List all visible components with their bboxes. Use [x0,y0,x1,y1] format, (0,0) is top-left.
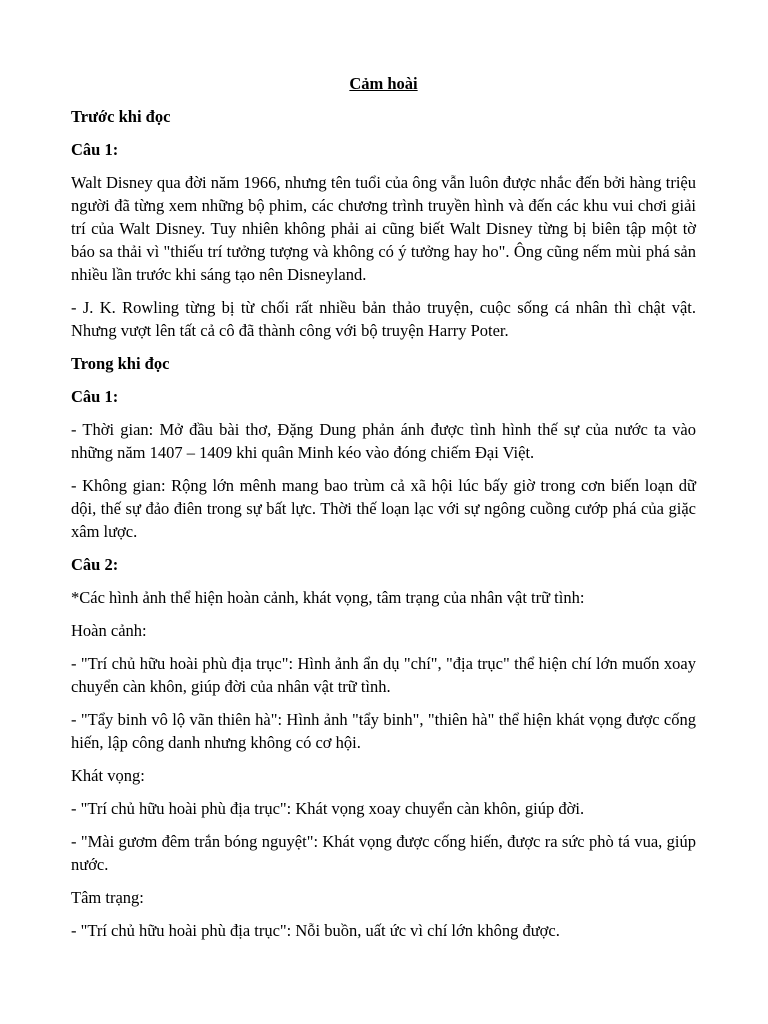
document-page [71,72,696,952]
paragraph: - "Trí chủ hữu hoài phù địa trục": Hình ảnh ẩn dụ "chí", "địa trục" thể hiện chí lớn muốn xoay chuyển càn khôn, giúp đời của nhân vật trữ tình. [71,654,696,696]
paragraph: - "Tẩy binh vô lộ vãn thiên hà": Hình ảnh "tẩy binh", "thiên hà" thể hiện khát vọng được cống hiến, lập công danh nhưng không có cơ hội. [71,710,696,752]
section-heading-before-reading: Trước khi đọc [71,107,171,126]
paragraph: *Các hình ảnh thể hiện hoàn cảnh, khát vọng, tâm trạng của nhân vật trữ tình: [71,588,585,607]
paragraph: Khát vọng: [71,766,145,785]
section-heading-while-reading: Trong khi đọc [71,354,170,373]
paragraph: - J. K. Rowling từng bị từ chối rất nhiều bản thảo truyện, cuộc sống cá nhân thì chật vật. Nhưng vượt lên tất cả cô đã thành công với bộ truyện Harry Poter. [71,298,696,340]
paragraph: Tâm trạng: [71,888,144,907]
document-title: Cảm hoài [349,74,418,93]
paragraph: - "Mài gươm đêm trắn bóng nguyệt": Khát vọng được cống hiến, được ra sức phò tá vua, giúp nước. [71,832,696,874]
paragraph: Hoàn cảnh: [71,621,147,640]
question-heading: Câu 1: [71,387,119,406]
paragraph: - "Trí chủ hữu hoài phù địa trục": Khát vọng xoay chuyển càn khôn, giúp đời. [71,799,585,818]
paragraph: - Thời gian: Mở đầu bài thơ, Đặng Dung phản ánh được tình hình thế sự của nước ta vào những năm 1407 – 1409 khi quân Minh kéo vào đóng chiếm Đại Việt. [71,420,696,462]
paragraph: Walt Disney qua đời năm 1966, nhưng tên tuổi của ông vẫn luôn được nhắc đến bởi hàng triệu người đã từng xem những bộ phim, các chương trình truyền hình và đến các khu vui chơi giải trí của Walt Disney. Tuy nhiên không phải ai cũng biết Walt Disney từng bị biên tập một tờ báo sa thải vì "thiếu trí tưởng tượng và không có ý tưởng hay ho". Ông cũng nếm mùi phá sản nhiều lần trước khi sáng tạo nên Disneyland. [71,173,696,284]
question-heading: Câu 1: [71,140,119,159]
paragraph: - "Trí chủ hữu hoài phù địa trục": Nỗi buồn, uất ức vì chí lớn không được. [71,921,560,940]
question-heading: Câu 2: [71,555,119,574]
paragraph: - Không gian: Rộng lớn mênh mang bao trùm cả xã hội lúc bấy giờ trong cơn biến loạn dữ dội, thế sự đảo điên trong sự bất lực. Thời thế loạn lạc với sự ngông cuồng cướp phá của giặc xâm lược. [71,476,696,541]
